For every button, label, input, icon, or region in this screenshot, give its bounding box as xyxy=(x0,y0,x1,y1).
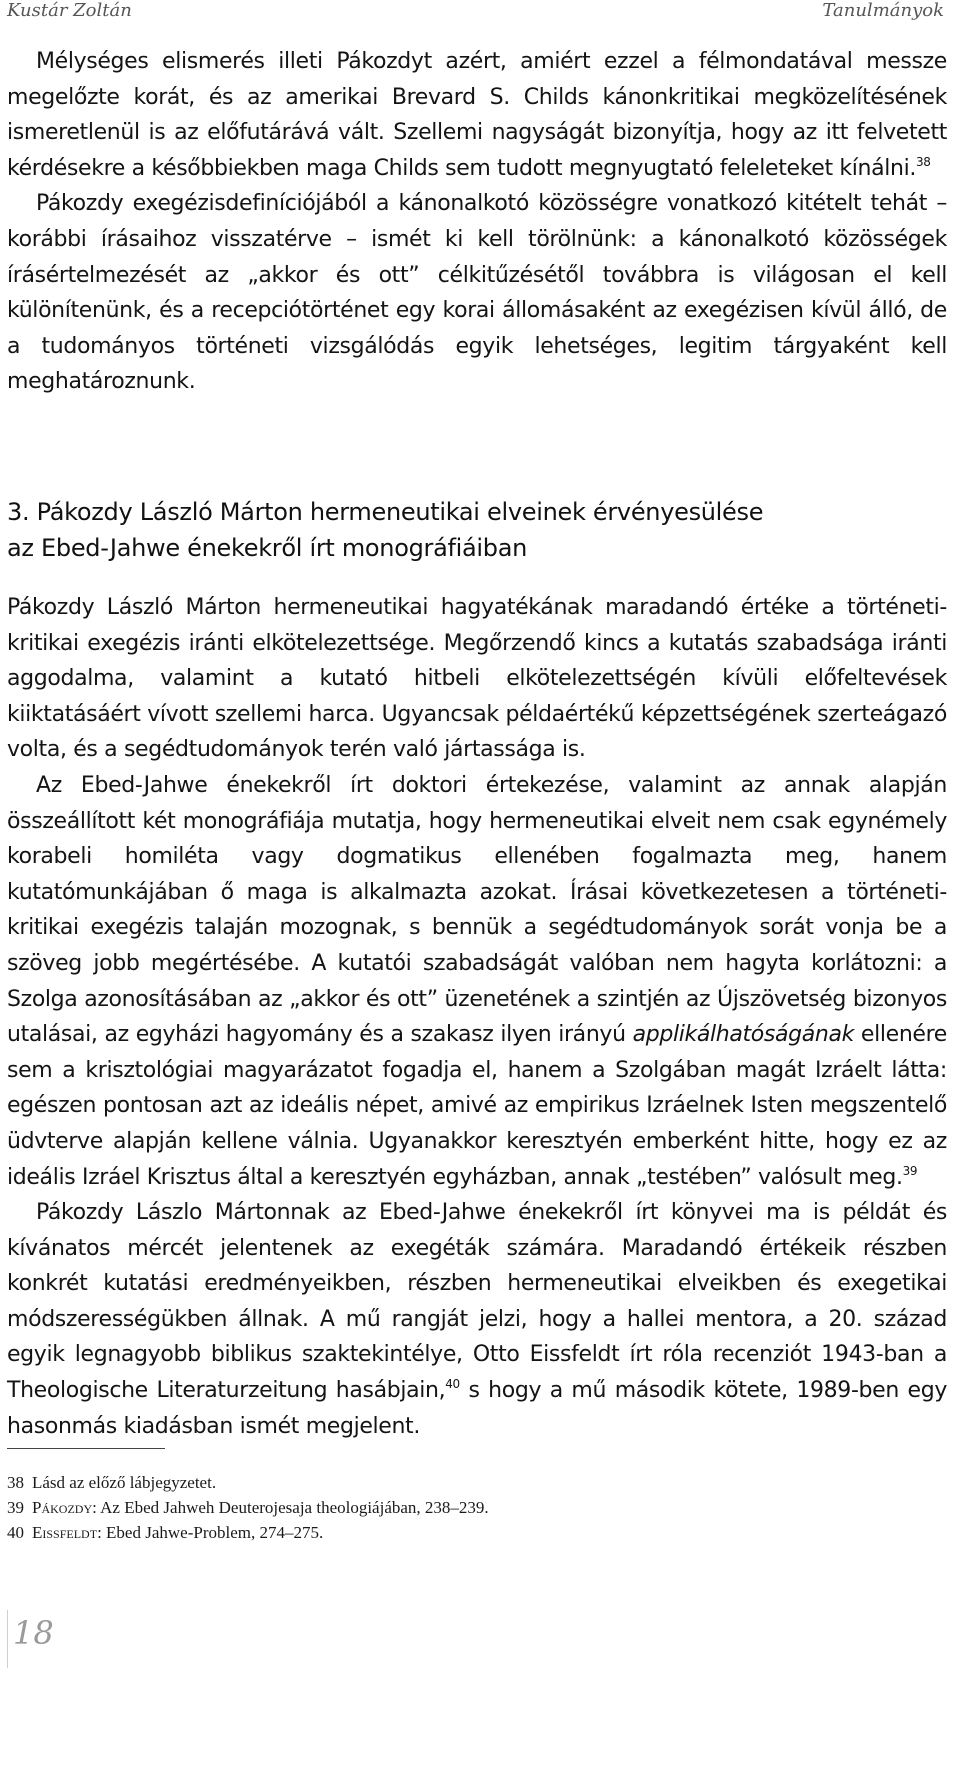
footnote-ref-40[interactable]: 40 xyxy=(445,1377,460,1392)
footnote-ref-38[interactable]: 38 xyxy=(916,154,931,169)
folio-rule xyxy=(7,1610,8,1668)
section-heading-line-1: 3. Pákozdy László Márton hermeneutikai elveinek érvényesülése xyxy=(7,498,764,526)
footnote-text: : Ebed Jahwe-Problem, 274–275. xyxy=(97,1523,324,1542)
footnote-ref-39[interactable]: 39 xyxy=(902,1163,918,1178)
body-text-lower xyxy=(7,590,947,1444)
section-heading xyxy=(7,494,947,566)
paragraph-3: Pákozdy László Márton hermeneutikai hagyatékának maradandó értéke a történeti-kritikai exegézis iránti elkötelezettsége. Megőrzendő kincs a kutatás szabadsága iránti aggodalma, valamint a kutató hitbeli elkötelezettségén kívüli előfeltevések kiiktatásáért vívott szellemi harca. Ugyancsak példaértékű képzettségének szerteágazó volta, és a segédtudományok terén való jártassága is. xyxy=(7,595,947,763)
footnote-separator xyxy=(7,1448,165,1449)
footnote-author: Eissfeldt xyxy=(32,1523,98,1542)
emphasis-applikalhatosag: applikálhatóságának xyxy=(632,1022,854,1048)
section-heading-line-2: az Ebed-Jahwe énekekről írt monográfiáiban xyxy=(7,534,528,562)
footnote-text: : Az Ebed Jahweh Deuterojesaja theologiájában, 238–239. xyxy=(92,1498,489,1517)
paragraph-2: Pákozdy exegézisdefiníciójából a kánonalkotó közösségre vonatkozó kitételt tehát – korábbi írásaihoz visszatérve – ismét ki kell törölnünk: a kánonalkotó közösségek írásértelmezését az „akkor és ott” célkitűzésétől továbbra is világosan el kell különítenünk, és a recepciótörténet egy korai állomásaként az exegézisen kívül álló, de a tudományos történeti vizsgálódás egyik lehetséges, legitim tárgyaként kell meghatároznunk. xyxy=(7,191,947,395)
running-head xyxy=(7,0,944,28)
footnote-38 xyxy=(7,1470,907,1495)
paragraph-4: Az Ebed-Jahwe énekekről írt doktori értekezése, valamint az annak alapján összeállított két monográfiája mutatja, hogy hermeneutikai elveit nem csak egynémely korabeli homiléta vagy dogmatikus ellenében fogalmazta meg, hanem kutatómunkájában ő maga is alkalmazta azokat. Írásai következetesen a történeti-kritikai exegézis talaján mozognak, s bennük a segédtudományok sorát vonja be a szöveg jobb megértésébe. A kutatói szabadságát valóban nem hagyta korlátozni: a Szolga azonosításában az „akkor és ott” üzenetének a szintjén az Újszövetség bizonyos utalásai, az egyházi hagyomány és a szakasz ilyen irányú applikálhatóságának ellenére sem a krisztológiai magyarázatot fogadja el, hanem a Szolgában magát Izráelt látta: egészen pontosan azt az ideális népet, amivé az empirikus Izráelnek Isten megszentelő üdvterve alapján kellene válnia. Ugyanakkor keresztyén emberként hitte, hogy ez az ideális Izráel Krisztus által a keresztyén egyházban, annak „testében” valósult meg.$^{39}$ xyxy=(7,772,947,1190)
footnote-number: 39 xyxy=(7,1498,24,1517)
footnote-number: 40 xyxy=(7,1523,24,1542)
running-head-author: Kustár Zoltán xyxy=(7,0,132,21)
footnote-author: Pákozdy xyxy=(32,1498,93,1517)
paragraph-5: Pákozdy Lászlo Mártonnak az Ebed-Jahwe énekekről írt könyvei ma is példát és kívánatos mércét jelentenek az exegéták számára. Maradandó értékeik részben konkrét kutatási eredményeikben, részben hermeneutikai elveikben és exegetikai módszerességükben állnak. A mű rangját jelzi, hogy a hallei mentora, a 20. század egyik legnagyobb biblikus szaktekintélye, Otto Eissfeldt írt róla recenziót 1943-ban a Theologische Literaturzeitung hasábjain,$^{40}$ s hogy a mű második kötete, 1989-ben egy hasonmás kiadásban ismét megjelent. xyxy=(7,1200,947,1439)
footnote-number: 38 xyxy=(7,1473,24,1492)
page-number: 18 xyxy=(13,1614,54,1652)
footnote-40 xyxy=(7,1520,907,1545)
footnote-39 xyxy=(7,1495,907,1520)
running-head-section: Tanulmányok xyxy=(822,0,944,21)
footnote-text: Lásd az előző lábjegyzetet. xyxy=(32,1473,217,1492)
paragraph-1: Mélységes elismerés illeti Pákozdyt azért, amiért ezzel a félmondatával messze megelőzte korát, és az amerikai Brevard S. Childs kánonkritikai megközelítésének ismeretlenül is az előfutárává vált. Szellemi nagyságát bizonyítja, hogy az itt felvetett kérdésekre a későbbiekben maga Childs sem tudott megnyugtató feleleteket kínálni.$^{38}$ xyxy=(7,49,947,181)
body-text-upper xyxy=(7,44,947,400)
footnotes xyxy=(7,1470,907,1545)
